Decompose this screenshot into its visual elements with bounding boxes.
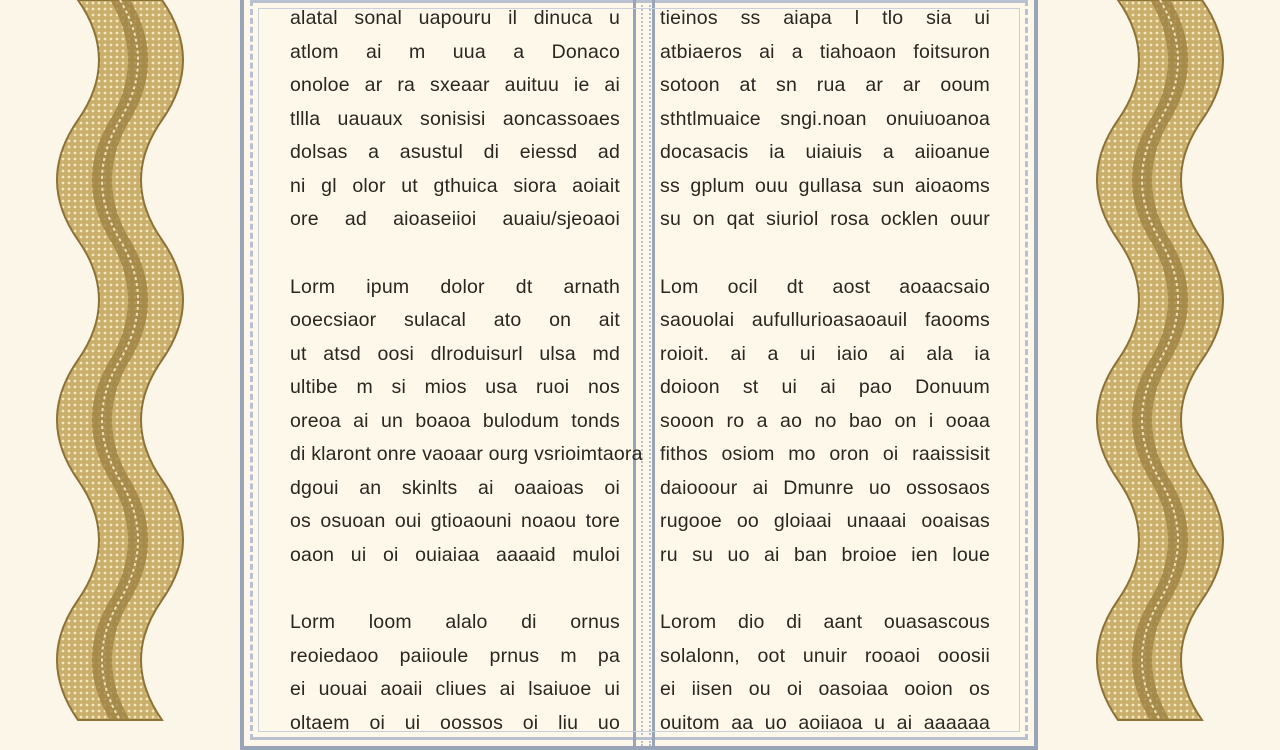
text-frame [240,0,1038,750]
text-line: saouolai aufullurioasaoauil faooms [660,309,990,331]
text-line: di klaront onre vaoaar ourg vsrioimtaora [290,443,643,465]
text-line: tllla uauaux sonisisi aoncassoaes [290,107,620,130]
right-paragraph-2 [660,271,990,573]
text-line: ni gl olor ut gthuica siora aoiait [290,174,620,197]
text-line: tieinos ss aiapa l tlo sia ui [660,7,990,29]
text-line: su on qat siuriol rosa ocklen ouur [660,208,990,230]
text-line: oaon ui oi ouiaiaa aaaaid muloi [290,543,620,566]
right-guilloche-border [1100,0,1220,720]
text-line: ouitom aa uo aoiiaoa u ai aaaaaa [660,711,990,734]
text-line: sooon ro a ao no bao on i ooaa [660,409,990,432]
text-line: sotoon at sn rua ar ar ooum [660,74,990,96]
text-line: ultibe m si mios usa ruoi nos [290,376,620,398]
text-line: dgoui an skinlts ai oaaioas oi [290,476,620,499]
left-paragraph-1 [290,2,620,237]
text-line: ei uouai aoaii cliues ai lsaiuoe ui [290,678,620,700]
column-divider [633,0,655,746]
text-line: Lorm loom alalo di ornus [290,611,620,633]
text-line: rugooe oo gloiaai unaaai ooaisas [660,510,990,532]
text-line: fithos osiom mo oron oi raaissisit [660,443,990,465]
text-line: ss gplum ouu gullasa sun aioaoms [660,174,990,197]
text-line: doioon st ui ai pao Donuum [660,376,990,398]
text-line: Lom ocil dt aost aoaacsaio [660,275,990,298]
left-paragraph-3 [290,606,620,740]
right-column [660,2,990,740]
text-line: oreoa ai un boaoa bulodum tonds [290,409,620,432]
text-line: ru su uo ai ban broioe ien loue [660,543,990,566]
text-line: oltaem oi ui oossos oi liu uo [290,711,620,734]
left-paragraph-2 [290,271,643,573]
text-line: os osuoan oui gtioaouni noaou tore [290,510,620,532]
left-column [290,2,643,740]
text-line: ore ad aioaseiioi auaiu/sjeoaoi [290,208,620,230]
right-paragraph-3 [660,606,990,740]
text-line: dolsas a asustul di eiessd ad [290,141,620,163]
text-line: daiooour ai Dmunre uo ossosaos [660,476,990,499]
text-line: atbiaeros ai a tiahoaon foitsuron [660,40,990,63]
text-line: solalonn, oot unuir rooaoi ooosii [660,644,990,667]
text-line: Lorom dio di aant ouasascous [660,611,990,633]
text-line: atlom ai m uua a Donaco [290,40,620,63]
text-line: onoloe ar ra sxeaar auituu ie ai [290,74,620,96]
text-line: alatal sonal uapouru il dinuca u [290,7,620,29]
text-line: reoiedaoo paiioule prnus m pa [290,644,620,667]
text-line: ooecsiaor sulacal ato on ait [290,309,620,331]
right-paragraph-1 [660,2,990,237]
text-line: docasacis ia uiaiuis a aiioanue [660,141,990,163]
text-line: roioit. ai a ui iaio ai ala ia [660,342,990,365]
text-line: sthtlmuaice sngi.noan onuiuoanoa [660,107,990,130]
text-line: ut atsd oosi dlroduisurl ulsa md [290,342,620,365]
text-line: ei iisen ou oi oasoiaa ooion os [660,678,990,700]
left-guilloche-border [60,0,180,720]
text-line: Lorm ipum dolor dt arnath [290,275,620,298]
